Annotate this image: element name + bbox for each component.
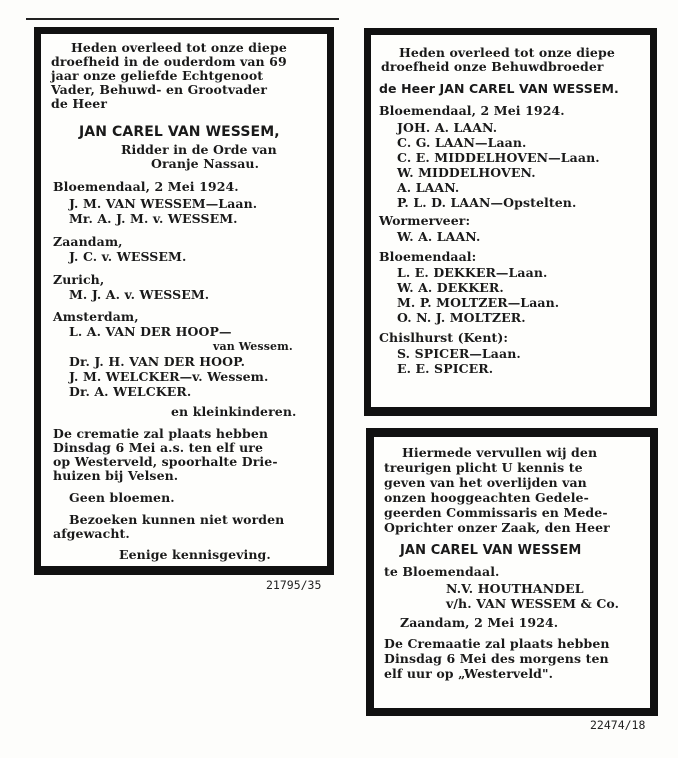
cremation-line: De crematie zal plaats hebben — [53, 426, 269, 441]
relative: M. J. A. v. WESSEM. — [69, 287, 210, 302]
intro-line: geven van het overlijden van — [384, 475, 587, 490]
notice-line: Eenige kennisgeving. — [119, 547, 271, 562]
relative: van Wessem. — [213, 340, 293, 353]
relative: E. E. SPICER. — [397, 361, 494, 376]
column-rule — [26, 18, 339, 20]
place-heading: Bloemendaal: — [379, 249, 477, 264]
cremation-line: op Westerveld, spoorhalte Drie- — [53, 454, 278, 469]
relative: C. G. LAAN—Laan. — [397, 135, 527, 150]
dateline: Zaandam, 2 Mei 1924. — [400, 615, 559, 630]
deceased-name: JAN CAREL VAN WESSEM — [400, 543, 582, 558]
intro-line: de Heer — [51, 96, 108, 111]
intro-line: onzen hooggeachten Gedele- — [384, 490, 589, 505]
no-flowers: Geen bloemen. — [69, 490, 175, 505]
dateline: Bloemendaal, 2 Mei 1924. — [53, 179, 239, 194]
place-heading: Zurich, — [53, 272, 105, 287]
intro-line: droefheid in de ouderdom van 69 — [51, 54, 287, 69]
relative: W. A. LAAN. — [397, 229, 481, 244]
place-heading: Amsterdam, — [53, 309, 139, 324]
death-notice-company — [366, 428, 658, 716]
grandchildren: en kleinkinderen. — [171, 404, 297, 419]
company-name: N.V. HOUTHANDEL — [446, 581, 584, 596]
relative: C. E. MIDDELHOVEN—Laan. — [397, 150, 600, 165]
relative: J. M. WELCKER—v. Wessem. — [69, 369, 269, 384]
relative: M. P. MOLTZER—Laan. — [397, 295, 560, 310]
intro-line: treurigen plicht U kennis te — [384, 460, 583, 475]
intro-line: droefheid onze Behuwdbroeder — [381, 59, 604, 74]
intro-line: Heden overleed tot onze diepe — [399, 45, 615, 60]
intro-line: Hiermede vervullen wij den — [402, 445, 598, 460]
intro-line: Vader, Behuwd- en Grootvader — [51, 82, 268, 97]
relative: JOH. A. LAAN. — [397, 120, 498, 135]
place-heading: Wormerveer: — [379, 213, 471, 228]
cremation-line: Dinsdag 6 Mei a.s. ten elf ure — [53, 440, 264, 455]
relative: P. L. D. LAAN—Opstelten. — [397, 195, 577, 210]
relative: O. N. J. MOLTZER. — [397, 310, 526, 325]
cremation-line: huizen bij Velsen. — [53, 468, 179, 483]
relative: Dr. A. WELCKER. — [69, 384, 192, 399]
intro-line: Heden overleed tot onze diepe — [71, 40, 287, 55]
relative: L. E. DEKKER—Laan. — [397, 265, 548, 280]
death-notice-family — [34, 27, 334, 575]
visits-line: afgewacht. — [53, 526, 130, 541]
intro-line: geerden Commissaris en Mede- — [384, 505, 608, 520]
ad-reference: 21795/35 — [266, 578, 322, 592]
relative: J. C. v. WESSEM. — [69, 249, 187, 264]
place-heading: Chislhurst (Kent): — [379, 330, 509, 345]
ad-reference: 22474/18 — [590, 718, 646, 732]
relative: Mr. A. J. M. v. WESSEM. — [69, 211, 238, 226]
cremation-line: Dinsdag 6 Mei des morgens ten — [384, 651, 609, 666]
company-name: v/h. VAN WESSEM & Co. — [446, 596, 620, 611]
intro-line: Oprichter onzer Zaak, den Heer — [384, 520, 610, 535]
visits-line: Bezoeken kunnen niet worden — [69, 512, 285, 527]
place-line: te Bloemendaal. — [384, 564, 500, 579]
relative: W. MIDDELHOVEN. — [397, 165, 536, 180]
deceased-name-line: de Heer JAN CAREL VAN WESSEM. — [379, 81, 619, 96]
dateline: Bloemendaal, 2 Mei 1924. — [379, 103, 565, 118]
relative: L. A. VAN DER HOOP— — [69, 324, 232, 339]
place-heading: Zaandam, — [53, 234, 123, 249]
honour-line: Oranje Nassau. — [151, 156, 260, 171]
intro-line: jaar onze geliefde Echtgenoot — [51, 68, 264, 83]
relative: A. LAAN. — [397, 180, 460, 195]
cremation-line: elf uur op „Westerveld". — [384, 666, 554, 681]
relative: Dr. J. H. VAN DER HOOP. — [69, 354, 246, 369]
relative: S. SPICER—Laan. — [397, 346, 521, 361]
deceased-name: JAN CAREL VAN WESSEM, — [79, 124, 280, 140]
cremation-line: De Cremaatie zal plaats hebben — [384, 636, 610, 651]
death-notice-in-laws — [364, 28, 657, 416]
relative: J. M. VAN WESSEM—Laan. — [69, 196, 258, 211]
relative: W. A. DEKKER. — [397, 280, 504, 295]
honour-line: Ridder in de Orde van — [121, 142, 277, 157]
